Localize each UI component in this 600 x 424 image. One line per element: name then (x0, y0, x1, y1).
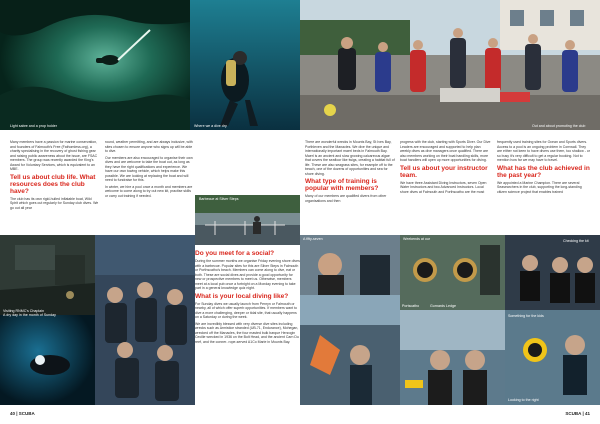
photo-group-outdoors-art (300, 0, 600, 130)
article-column-4 (400, 140, 492, 196)
footer-right: SCUBA | 41 (565, 411, 590, 416)
mid-question-1: Do you meet for a social? (195, 250, 275, 257)
caption-p9: Checking the kit (563, 239, 589, 243)
caption-p8: Weekends at our (403, 237, 431, 241)
col1-paragraph-1: Many members have a passion for marine conservation, and founders of Falmouth's Free (Fathomless.org), a charity specialising in the recovery of ghost fishing gear and raising public awareness about the issue, are FSAC members. The group was recently awarded the King's Award for Voluntary Services, which is equivalent to an MBE. (10, 140, 98, 171)
photo-group-indoors (95, 235, 195, 405)
col4-paragraph-2: We have three Assistant Diving Instructors, seven Open Water Instructors and two Advanced Instructors. Local shore dives at Falmouth and Porthscatho are the most (400, 180, 487, 194)
article-column-mid (195, 248, 300, 346)
caption-p13: Looking to the right (508, 398, 539, 402)
photo-diver-light (0, 315, 95, 405)
footer-left: 40 | SCUBA (10, 411, 35, 416)
photo-grid-5 (400, 304, 505, 405)
photo-group-indoors-art (95, 235, 195, 405)
photo-grid-1-art (300, 235, 400, 295)
caption-p5: Visiting RNMC's Chaplain (3, 309, 44, 313)
article-column-5 (497, 140, 590, 196)
article-column-1 (10, 140, 100, 212)
photo-barbecue (195, 195, 300, 245)
col1-question-1: Tell us about club life. What resources does the club have? (10, 173, 96, 195)
photo-grid-3-art (505, 235, 600, 310)
caption-p2: Where we a dive dry (194, 124, 227, 128)
photo-grid-6-art (505, 310, 600, 405)
photo-grid-2 (400, 235, 505, 310)
caption-p7: A fifty-seven (303, 237, 323, 241)
photo-grid-4 (300, 295, 400, 405)
mid-question-2: What is your local diving like? (195, 292, 289, 300)
photo-grid-4-art (300, 295, 400, 405)
photo-cave-diver (0, 0, 190, 130)
col5-paragraph-2: We appointed a Marine Champion. There are several Seasearchers in the club, supporting the long-standing citizen science project that enables trained (497, 180, 582, 194)
photo-grid-6 (505, 310, 600, 405)
mid-paragraph-2: For Sunday dives we usually launch from Penryn or Falmouth or nearby, all of which offer superb opportunities. If members want to dive a more challenging, deeper or tidal site, that usually happens on a Saturday or during the week. (195, 301, 298, 319)
caption-p3: Out and about promoting the club (532, 124, 586, 128)
photo-grid-5-art (400, 310, 505, 405)
col2-paragraph-1: round, weather permitting, and are always inclusive, with sites chosen to ensure anyone who signs up will be able to dive. (105, 140, 193, 153)
photo-seabed (0, 235, 95, 315)
col5-paragraph-1: frequently used training sites for Ocean and Sports divers. Access to a pool is an ongoing problem in Cornwall. They are either not keen to have divers use them, too shallow - or so busy it's very difficult to get a regular booking. Not to mention how far we may have to travel. (497, 140, 590, 162)
col5-question-1: What has the club achieved in the past year? (497, 164, 590, 179)
col3-paragraph-2: Many of our members are qualified divers from other organisations and then (305, 194, 387, 203)
col1-paragraph-2: The club has its own rigid-hulled inflatable boat, Wild Spirit which goes out regularly for Sunday club dives. We go out all year (10, 196, 99, 210)
mid-paragraph-1: During the summer months we organise Friday evening shore dives with a barbecue. Popular sites for this are Silver Steps in Falmouth or Porthscatho's beach. Members can come along to dive, eat or both. These are social dives and provide a good opportunity for new or prospective members to meet us. Otherwise, members meet at a local pub once a fortnight on a Monday evening to take part in a general knowledge quiz night. (195, 259, 300, 290)
col3-paragraph-1: There are wonderful wrecks in Mounts Bay, St Ives Bay, Porthleven and the Manacles. We dive the unique and internationally important maerl beds in Falmouth Bay. Maerl is an ancient and slow growing calcareous algae that covers the seafloor like twigs, creating a habitat full of life. These are also seagrass sites, for example off to the beach, one of the dozens of opportunities and sea for shore diving. (305, 140, 395, 176)
caption-p11: Gurnards Ledge (430, 304, 456, 308)
photo-grid-1 (300, 235, 400, 295)
mid-paragraph-3: We are incredibly blessed with very diverse dive sites including wrecks such as Armistice stranded (UB-71, Endurance), Mohegan, wrecked off the Manacles, the four masted bulk barque Herzogin Cecilie wrecked in 1936 on the Bolt Head, and the ancient Carn Du reef, and the conner- rope-served A1Co Marie in Mounts Bay. (195, 321, 299, 344)
col2-paragraph-2: Our members are also encouraged to organise their own dives and are welcome to take the boat out, as long as they have the right qualifications and experience. We have our own towing vehicle, which helps make this possible. We are looking at replacing the boat and will need to fundraise for this. (105, 155, 193, 182)
caption-p4: Barbecue at Silver Steps (199, 197, 239, 201)
caption-p10: Portscatho (402, 304, 420, 308)
article-column-2 (105, 140, 195, 200)
photo-grid-3 (505, 235, 600, 310)
col4-paragraph-1: progress with the club, starting with Sports Diver. Our Dive Leaders are encouraged and supported to help plan weekly dives as dive managers once qualified. There are also members working on their boat handling skills, more boat handlers will open up more opportunities for diving. (400, 140, 491, 162)
photo-seabed-art (0, 235, 95, 315)
photo-cave-diver-art (0, 0, 190, 130)
photo-group-outdoors (300, 0, 600, 130)
col3-question-1: What type of training is popular with members? (305, 178, 379, 192)
caption-p1: Light sabre and a prop holder (10, 124, 57, 128)
photo-diver-blue-art (190, 0, 300, 130)
photo-grid-2-art (400, 235, 505, 310)
photo-diver-light-art (0, 315, 95, 405)
col4-question-1: Tell us about your instructor team. (400, 164, 488, 179)
photo-diver-blue (190, 0, 300, 130)
caption-p12: Something for the kids (508, 314, 544, 318)
article-column-3 (305, 140, 395, 205)
caption-p6: A dry day in the month of Sunday (3, 313, 56, 317)
col2-paragraph-3: In winter, we hire a pool once a month and members are welcome to come along to try out new kit, practise skills or carry out training if needed. (105, 184, 193, 198)
photo-barbecue-art (195, 195, 300, 245)
